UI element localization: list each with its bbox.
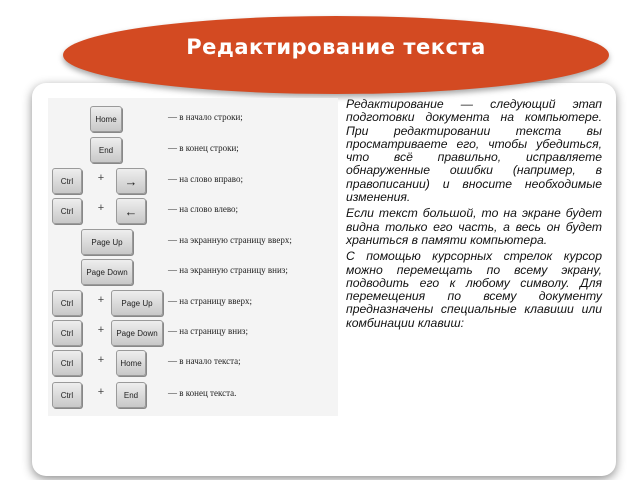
plus-sign: + (97, 202, 105, 214)
key-description: — на слово влево; (168, 204, 239, 214)
body-text (346, 98, 602, 333)
paragraph-1: Редактирование — следующий этап подготовки документа на компьютере. При редактировании текста вы просматриваете его, чтобы убедиться, что всё правильно, исправляете обнаруженные ошибки (например, в правописании) и вносите необходимые изменения. (346, 97, 602, 205)
key-description: — на страницу вниз; (168, 326, 248, 336)
key-row (48, 198, 338, 226)
key-row (48, 290, 338, 318)
key-row (48, 259, 338, 287)
keyboard-key: Home (116, 350, 146, 376)
keyboard-key: Ctrl (52, 290, 82, 316)
plus-sign: + (97, 386, 105, 398)
plus-sign: + (97, 294, 105, 306)
key-description: — на экранную страницу вверх; (168, 235, 292, 245)
keyboard-key: Page Up (81, 229, 133, 255)
keyboard-key: Ctrl (52, 168, 82, 194)
keyboard-key: ← (116, 198, 146, 224)
plus-sign: + (97, 354, 105, 366)
key-description: — в начало строки; (168, 112, 243, 122)
keyboard-key: Page Up (111, 290, 163, 316)
key-description: — в конец текста. (168, 388, 237, 398)
keyboard-key: Ctrl (52, 320, 82, 346)
keyboard-key: Page Down (81, 259, 133, 285)
paragraph-3: С помощью курсорных стрелок курсор можно перемещать по всему экрану, подводить его к любому символу. Для перемещения по всему документу предназначены специальные клавиши или комбинации клавиш: (346, 249, 602, 330)
key-table (48, 98, 338, 416)
key-description: — на экранную страницу вниз; (168, 265, 288, 275)
key-description: — на страницу вверх; (168, 296, 252, 306)
paragraph-2: Если текст большой, то на экране будет видна только его часть, а весь он будет храниться в памяти компьютера. (346, 206, 602, 247)
key-description: — в конец строки; (168, 143, 239, 153)
keyboard-key: Page Down (111, 320, 163, 346)
key-row (48, 106, 338, 134)
keyboard-key: Ctrl (52, 198, 82, 224)
page-title: Редактирование текста (186, 35, 486, 59)
keyboard-key: End (90, 137, 122, 163)
key-description: — на слово вправо; (168, 174, 243, 184)
key-row (48, 350, 338, 378)
keyboard-key: End (116, 382, 146, 408)
key-description: — в начало текста; (168, 356, 241, 366)
keyboard-key: → (116, 168, 146, 194)
keyboard-key: Ctrl (52, 350, 82, 376)
key-row (48, 229, 338, 257)
key-row (48, 137, 338, 165)
keyboard-key: Ctrl (52, 382, 82, 408)
plus-sign: + (97, 172, 105, 184)
key-row (48, 382, 338, 410)
plus-sign: + (97, 324, 105, 336)
key-row (48, 320, 338, 348)
key-row (48, 168, 338, 196)
keyboard-key: Home (90, 106, 122, 132)
